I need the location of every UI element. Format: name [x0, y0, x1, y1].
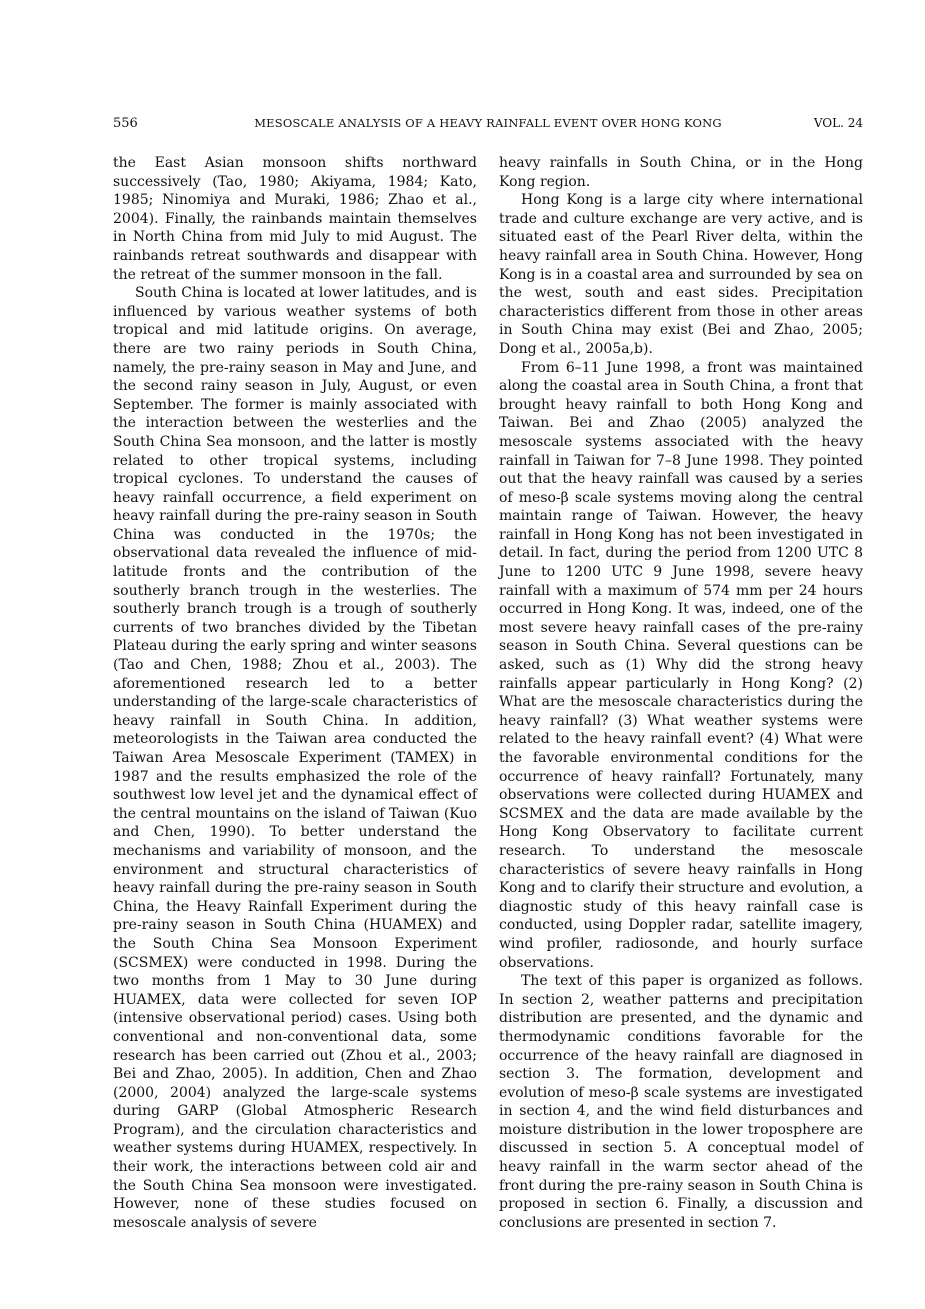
paragraph: the East Asian monsoon shifts northward successively (Tao, 1980; Akiyama, 1984; Kato, 1985; Ninomiya and Muraki, 1986; Zhao et al., 2004). Finally, the rainbands maintain themselves in North China from mid July to mid August. The rainbands retreat southwards and disappear with the retreat of the summer monsoon in the fall. — [113, 155, 477, 283]
right-column — [499, 154, 863, 1232]
paragraph: heavy rainfalls in South China, or in the Hong Kong region. — [499, 155, 863, 190]
page-number: 556 — [113, 116, 138, 131]
left-column — [113, 154, 477, 1232]
paragraph: Hong Kong is a large city where international trade and culture exchange are very active, and is situated east of the Pearl River delta, within the heavy rainfall area in South China. However, Hong Kong is in a coastal area and surrounded by sea on the west, south and east sides. Precipitation characteristics different from those in other areas in South China may exist (Bei and Zhao, 2005; Dong et al., 2005a,b). — [499, 192, 863, 357]
paragraph: The text of this paper is organized as follows. In section 2, weather patterns and precipitation distribution are presented, and the dynamic and thermodynamic conditions favorable for the occurrence of the heavy rainfall are diagnosed in section 3. The formation, development and evolution of meso-β scale systems are investigated in section 4, and the wind field disturbances and moisture distribution in the lower troposphere are discussed in section 5. A conceptual model of heavy rainfall in the warm sector ahead of the front during the pre-rainy season in South China is proposed in section 6. Finally, a discussion and conclusions are presented in section 7. — [499, 973, 863, 1231]
paragraph: From 6–11 June 1998, a front was maintained along the coastal area in South China, a front that brought heavy rainfall to both Hong Kong and Taiwan. Bei and Zhao (2005) analyzed the mesoscale systems associated with the heavy rainfall in Taiwan for 7–8 June 1998. They pointed out that the heavy rainfall was caused by a series of meso-β scale systems moving along the central maintain range of Taiwan. However, the heavy rainfall in Hong Kong has not been investigated in detail. In fact, during the period from 1200 UTC 8 June to 1200 UTC 9 June 1998, severe heavy rainfall with a maximum of 574 mm per 24 hours occurred in Hong Kong. It was, indeed, one of the most severe heavy rainfall cases of the pre-rainy season in South China. Several questions can be asked, such as (1) Why did the strong heavy rainfalls appear particularly in Hong Kong? (2) What are the mesoscale characteristics during the heavy rainfall? (3) What weather systems were related to the heavy rainfall event? (4) What were the favorable environmental conditions for the occurrence of heavy rainfall? Fortunately, many observations were collected during HUAMEX and SCSMEX and the data are made available by the Hong Kong Observatory to facilitate current research. To understand the mesoscale characteristics of severe heavy rainfalls in Hong Kong and to clarify their structure and evolution, a diagnostic study of this heavy rainfall case is conducted, using Doppler radar, satellite imagery, wind profiler, radiosonde, and hourly surface observations. — [499, 359, 863, 971]
volume-label: VOL. 24 — [813, 116, 863, 130]
running-header — [113, 116, 863, 136]
paragraph: South China is located at lower latitudes, and is influenced by various weather systems of both tropical and mid latitude origins. On average, there are two rainy periods in South China, namely, the pre-rainy season in May and June, and the second rainy season in July, August, or even September. The former is mainly associated with the interaction between the westerlies and the South China Sea monsoon, and the latter is mostly related to other tropical systems, including tropical cyclones. To understand the causes of heavy rainfall occurrence, a field experiment on heavy rainfall during the pre-rainy season in South China was conducted in the 1970s; the observational data revealed the influence of mid-latitude fronts and the contribution of the southerly branch trough in the westerlies. The southerly branch trough is a trough of southerly currents of two branches divided by the Tibetan Plateau during the early spring and winter seasons (Tao and Chen, 1988; Zhou et al., 2003). The aforementioned research led to a better understanding of the large-scale characteristics of heavy rainfall in South China. In addition, meteorologists in the Taiwan area conducted the Taiwan Area Mesoscale Experiment (TAMEX) in 1987 and the results emphasized the role of the southwest low level jet and the dynamical effect of the central mountains on the island of Taiwan (Kuo and Chen, 1990). To better understand the mechanisms and variability of monsoon, and the environment and structural characteristics of heavy rainfall during the pre-rainy season in South China, the Heavy Rainfall Experiment during the pre-rainy season in South China (HUAMEX) and the South China Sea Monsoon Experiment (SCSMEX) were conducted in 1998. During the two months from 1 May to 30 June during HUAMEX, data were collected for seven IOP (intensive observational period) cases. Using both conventional and non-conventional data, some research has been carried out (Zhou et al., 2003; Bei and Zhao, 2005). In addition, Chen and Zhao (2000, 2004) analyzed the large-scale systems during GARP (Global Atmospheric Research Program), and the circulation characteristics and weather systems during HUAMEX, respectively. In their work, the interactions between cold air and the South China Sea monsoon were investigated. However, none of these studies focused on mesoscale analysis of severe — [113, 285, 477, 1231]
running-title: MESOSCALE ANALYSIS OF A HEAVY RAINFALL EVENT OVER HONG KONG — [254, 116, 722, 130]
